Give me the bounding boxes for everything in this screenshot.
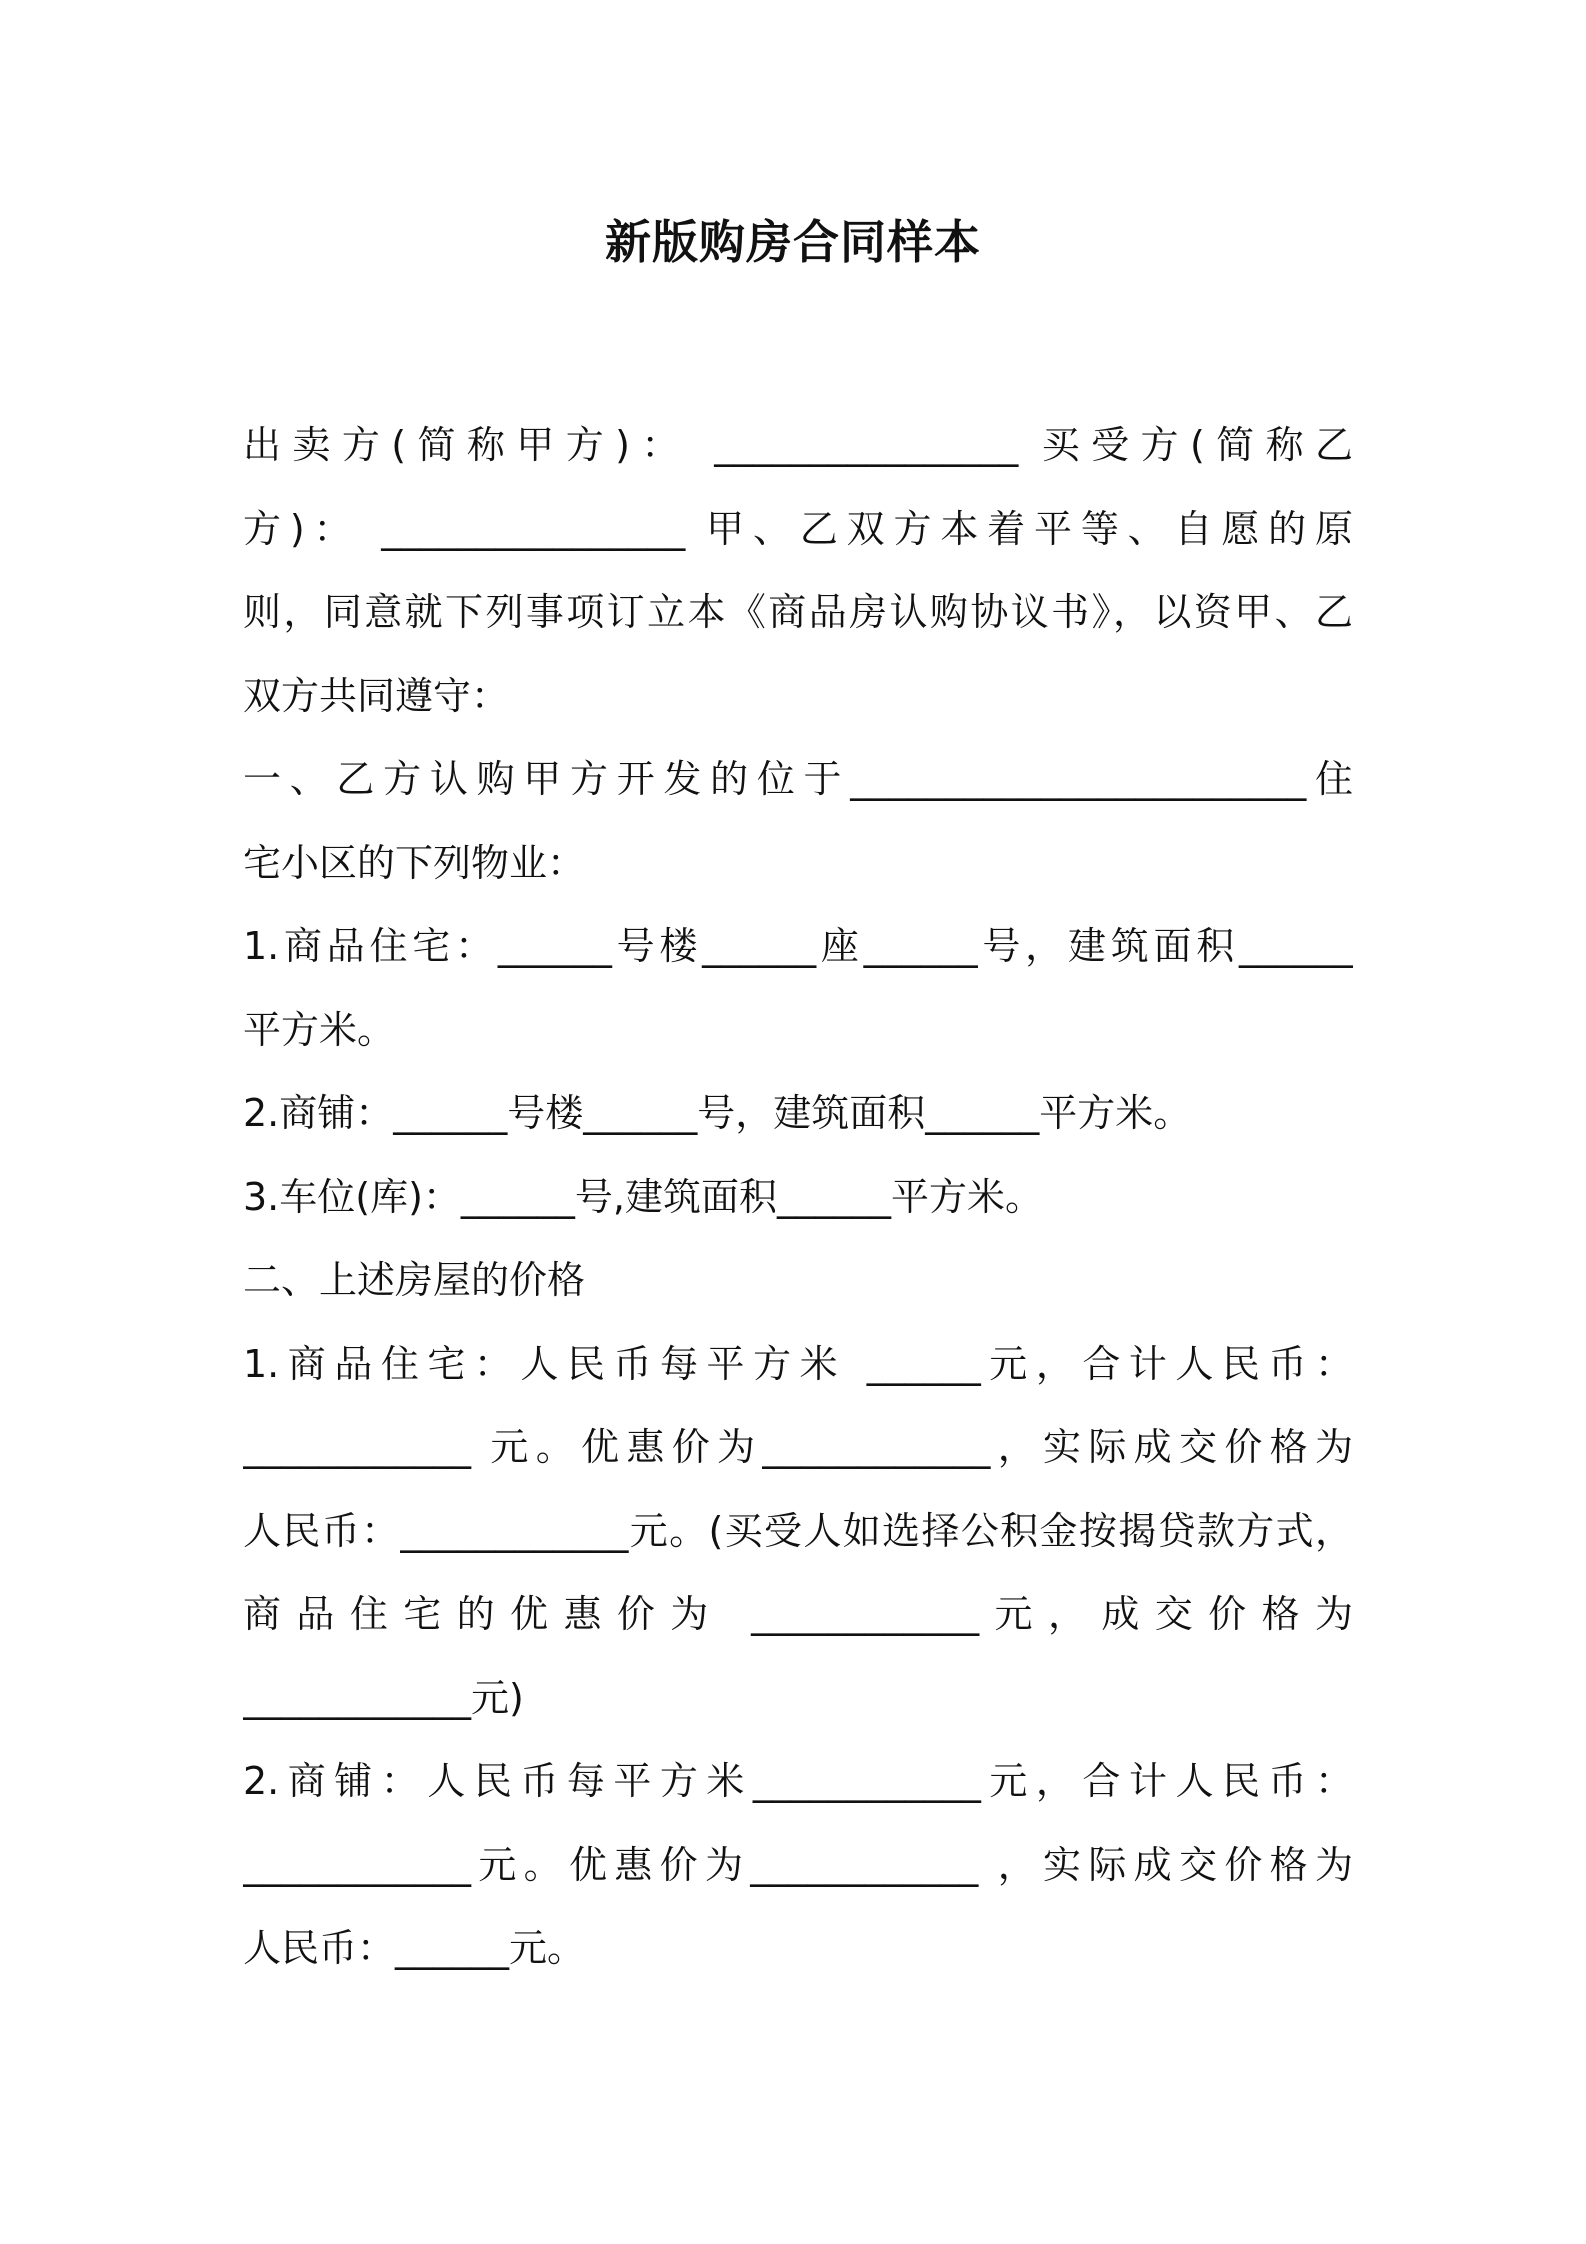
- document-title: 新版购房合同样本: [605, 215, 981, 269]
- paragraph-line: 2.商铺：______号楼______号，建筑面积______平方米。: [243, 1091, 1192, 1135]
- paragraph-line: 一、乙方认购甲方开发的位于________________________住: [243, 757, 1353, 801]
- paragraph-line: 人民币：______元。: [243, 1926, 586, 1970]
- paragraph-line: ____________ 元。优惠价为____________，实际成交价格为: [243, 1425, 1353, 1469]
- paragraph-line: 2.商铺：人民币每平方米____________元，合计人民币：: [243, 1759, 1353, 1803]
- document-body: [243, 404, 1353, 1991]
- paragraph-line: 则，同意就下列事项订立本《商品房认购协议书》，以资甲、乙: [243, 590, 1353, 634]
- paragraph-line: 出卖方(简称甲方)： ________________ 买受方(简称乙: [243, 423, 1353, 467]
- paragraph-line: 3.车位(库)：______号,建筑面积______平方米。: [243, 1174, 1043, 1219]
- paragraph-line: 方)： ________________ 甲、乙双方本着平等、自愿的原: [243, 506, 1353, 551]
- section-heading: 二、上述房屋的价格: [243, 1258, 586, 1302]
- paragraph-line: 平方米。: [243, 1007, 396, 1052]
- paragraph-line: 商品住宅的优惠价为 ____________元，成交价格为: [243, 1592, 1353, 1636]
- paragraph-line: ____________元): [243, 1675, 524, 1720]
- paragraph-line: 宅小区的下列物业：: [243, 840, 586, 885]
- paragraph-line: 双方共同遵守：: [243, 673, 510, 718]
- paragraph-line: 1.商品住宅：______号楼______座______号，建筑面积______: [243, 924, 1353, 968]
- paragraph-line: 1.商品住宅：人民币每平方米 ______元，合计人民币：: [243, 1341, 1353, 1386]
- paragraph-line: 人民币：____________元。(买受人如选择公积金按揭贷款方式，: [243, 1508, 1353, 1553]
- paragraph-line: ____________元。优惠价为____________ ，实际成交价格为: [243, 1842, 1353, 1887]
